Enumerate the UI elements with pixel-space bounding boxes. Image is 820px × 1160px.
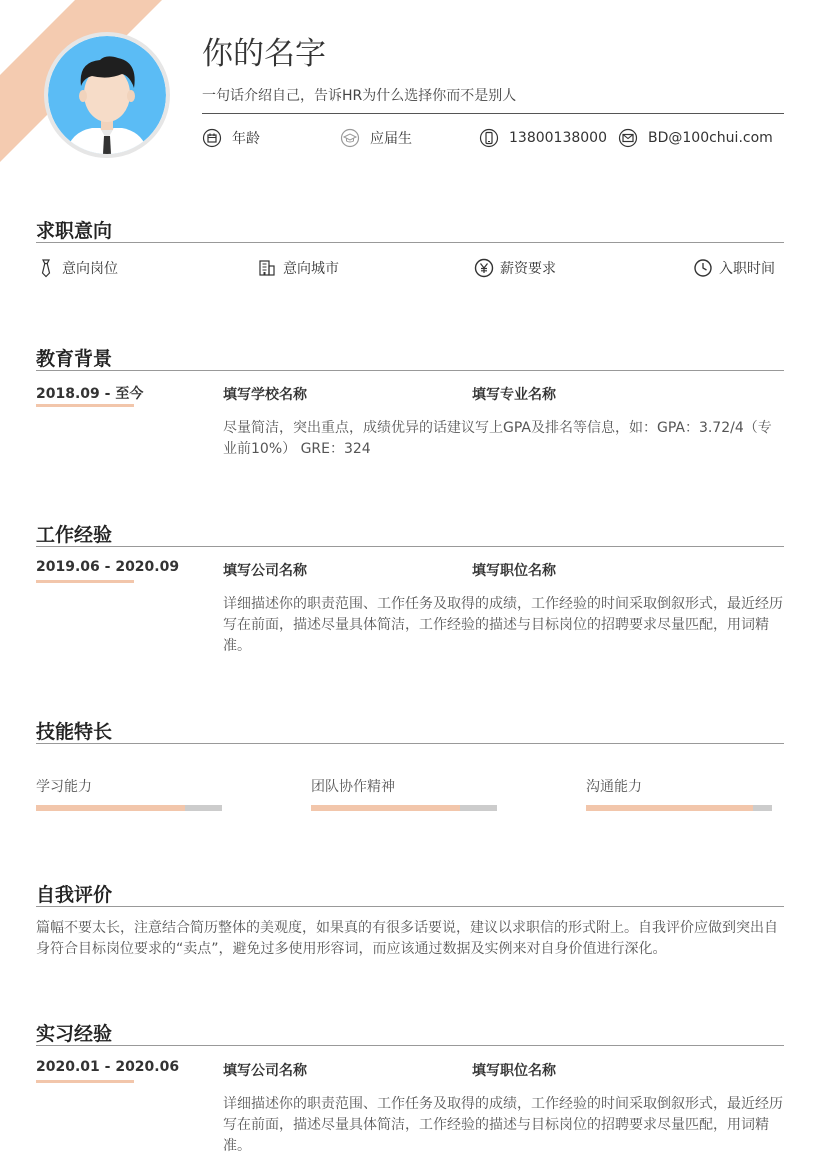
internship-date: 2020.01 - 2020.06	[36, 1059, 180, 1075]
skill-label: 团队协作精神	[311, 779, 395, 795]
section-divider-skills	[36, 743, 784, 744]
internship-description: 详细描述你的职责范围、工作任务及取得的成绩，工作经验的时间采取倒叙形式，最近经历写在前面，描述尽量具体简洁，工作经验的描述与目标岗位的招聘要求尽量匹配，用词精准。	[223, 1096, 783, 1154]
section-title-self-eval: 自我评价	[36, 884, 113, 906]
info-email	[618, 127, 773, 149]
section-title-internship: 实习经验	[36, 1023, 113, 1045]
section-divider-work	[36, 546, 784, 547]
info-age-text: 年龄	[232, 131, 260, 147]
intent-salary-text: 薪资要求	[500, 261, 556, 277]
clock-icon	[693, 258, 713, 278]
education-date: 2018.09 - 至今	[36, 386, 144, 402]
info-status-text: 应届生	[370, 131, 412, 147]
work-date: 2019.06 - 2020.09	[36, 559, 180, 575]
candidate-name: 你的名字	[202, 36, 326, 72]
intent-city	[257, 258, 339, 278]
skill-bar-track	[586, 805, 772, 811]
section-divider-intent	[36, 242, 784, 243]
education-school: 填写学校名称	[223, 387, 307, 403]
info-age	[202, 127, 260, 149]
skill-bar-track	[36, 805, 222, 811]
info-phone-text: 13800138000	[509, 130, 607, 146]
header-divider	[202, 113, 784, 114]
info-phone	[479, 127, 607, 149]
education-description: 尽量简洁，突出重点，成绩优异的话建议写上GPA及排名等信息，如：GPA：3.72/4（专业前10%） GRE：324	[223, 420, 772, 457]
education-date-underline	[36, 404, 134, 407]
section-title-skills: 技能特长	[36, 721, 113, 743]
intent-salary	[474, 258, 556, 278]
work-description: 详细描述你的职责范围、工作任务及取得的成绩，工作经验的时间采取倒叙形式，最近经历写在前面，描述尽量具体简洁，工作经验的描述与目标岗位的招聘要求尽量匹配，用词精准。	[223, 596, 783, 654]
internship-date-underline	[36, 1080, 134, 1083]
info-email-text: BD@100chui.com	[648, 130, 773, 146]
graduation-icon	[340, 128, 360, 148]
calendar-icon	[202, 128, 222, 148]
skill-bar-track	[311, 805, 497, 811]
work-company: 填写公司名称	[223, 563, 307, 579]
skill-bar-fill	[36, 805, 185, 811]
internship-position: 填写职位名称	[472, 1063, 556, 1079]
section-divider-education	[36, 370, 784, 371]
skill-bar-fill	[311, 805, 460, 811]
intent-city-text: 意向城市	[283, 261, 339, 277]
intent-position-text: 意向岗位	[62, 261, 118, 277]
work-position: 填写职位名称	[472, 563, 556, 579]
section-title-work: 工作经验	[36, 524, 113, 546]
intent-position	[36, 258, 118, 278]
mail-icon	[618, 128, 638, 148]
section-title-education: 教育背景	[36, 348, 113, 370]
section-divider-internship	[36, 1045, 784, 1046]
work-date-underline	[36, 580, 134, 583]
building-icon	[257, 258, 277, 278]
skill-bar-fill	[586, 805, 753, 811]
info-status	[340, 127, 412, 149]
intent-start-date	[693, 258, 775, 278]
intent-start-date-text: 入职时间	[719, 261, 775, 277]
avatar	[44, 32, 170, 158]
education-major: 填写专业名称	[472, 387, 556, 403]
section-divider-self-eval	[36, 906, 784, 907]
tagline: 一句话介绍自己，告诉HR为什么选择你而不是别人	[202, 88, 517, 104]
skill-label: 沟通能力	[586, 779, 642, 795]
section-title-intent: 求职意向	[36, 220, 113, 242]
yuan-icon	[474, 258, 494, 278]
self-eval-text: 篇幅不要太长，注意结合简历整体的美观度，如果真的有很多话要说，建议以求职信的形式附上。自我评价应做到突出自身符合目标岗位要求的“卖点”，避免过多使用形容词，而应该通过数据及实例来对自身价值进行深化。	[36, 920, 778, 957]
phone-icon	[479, 128, 499, 148]
internship-company: 填写公司名称	[223, 1063, 307, 1079]
skill-label: 学习能力	[36, 779, 92, 795]
tie-icon	[36, 258, 56, 278]
